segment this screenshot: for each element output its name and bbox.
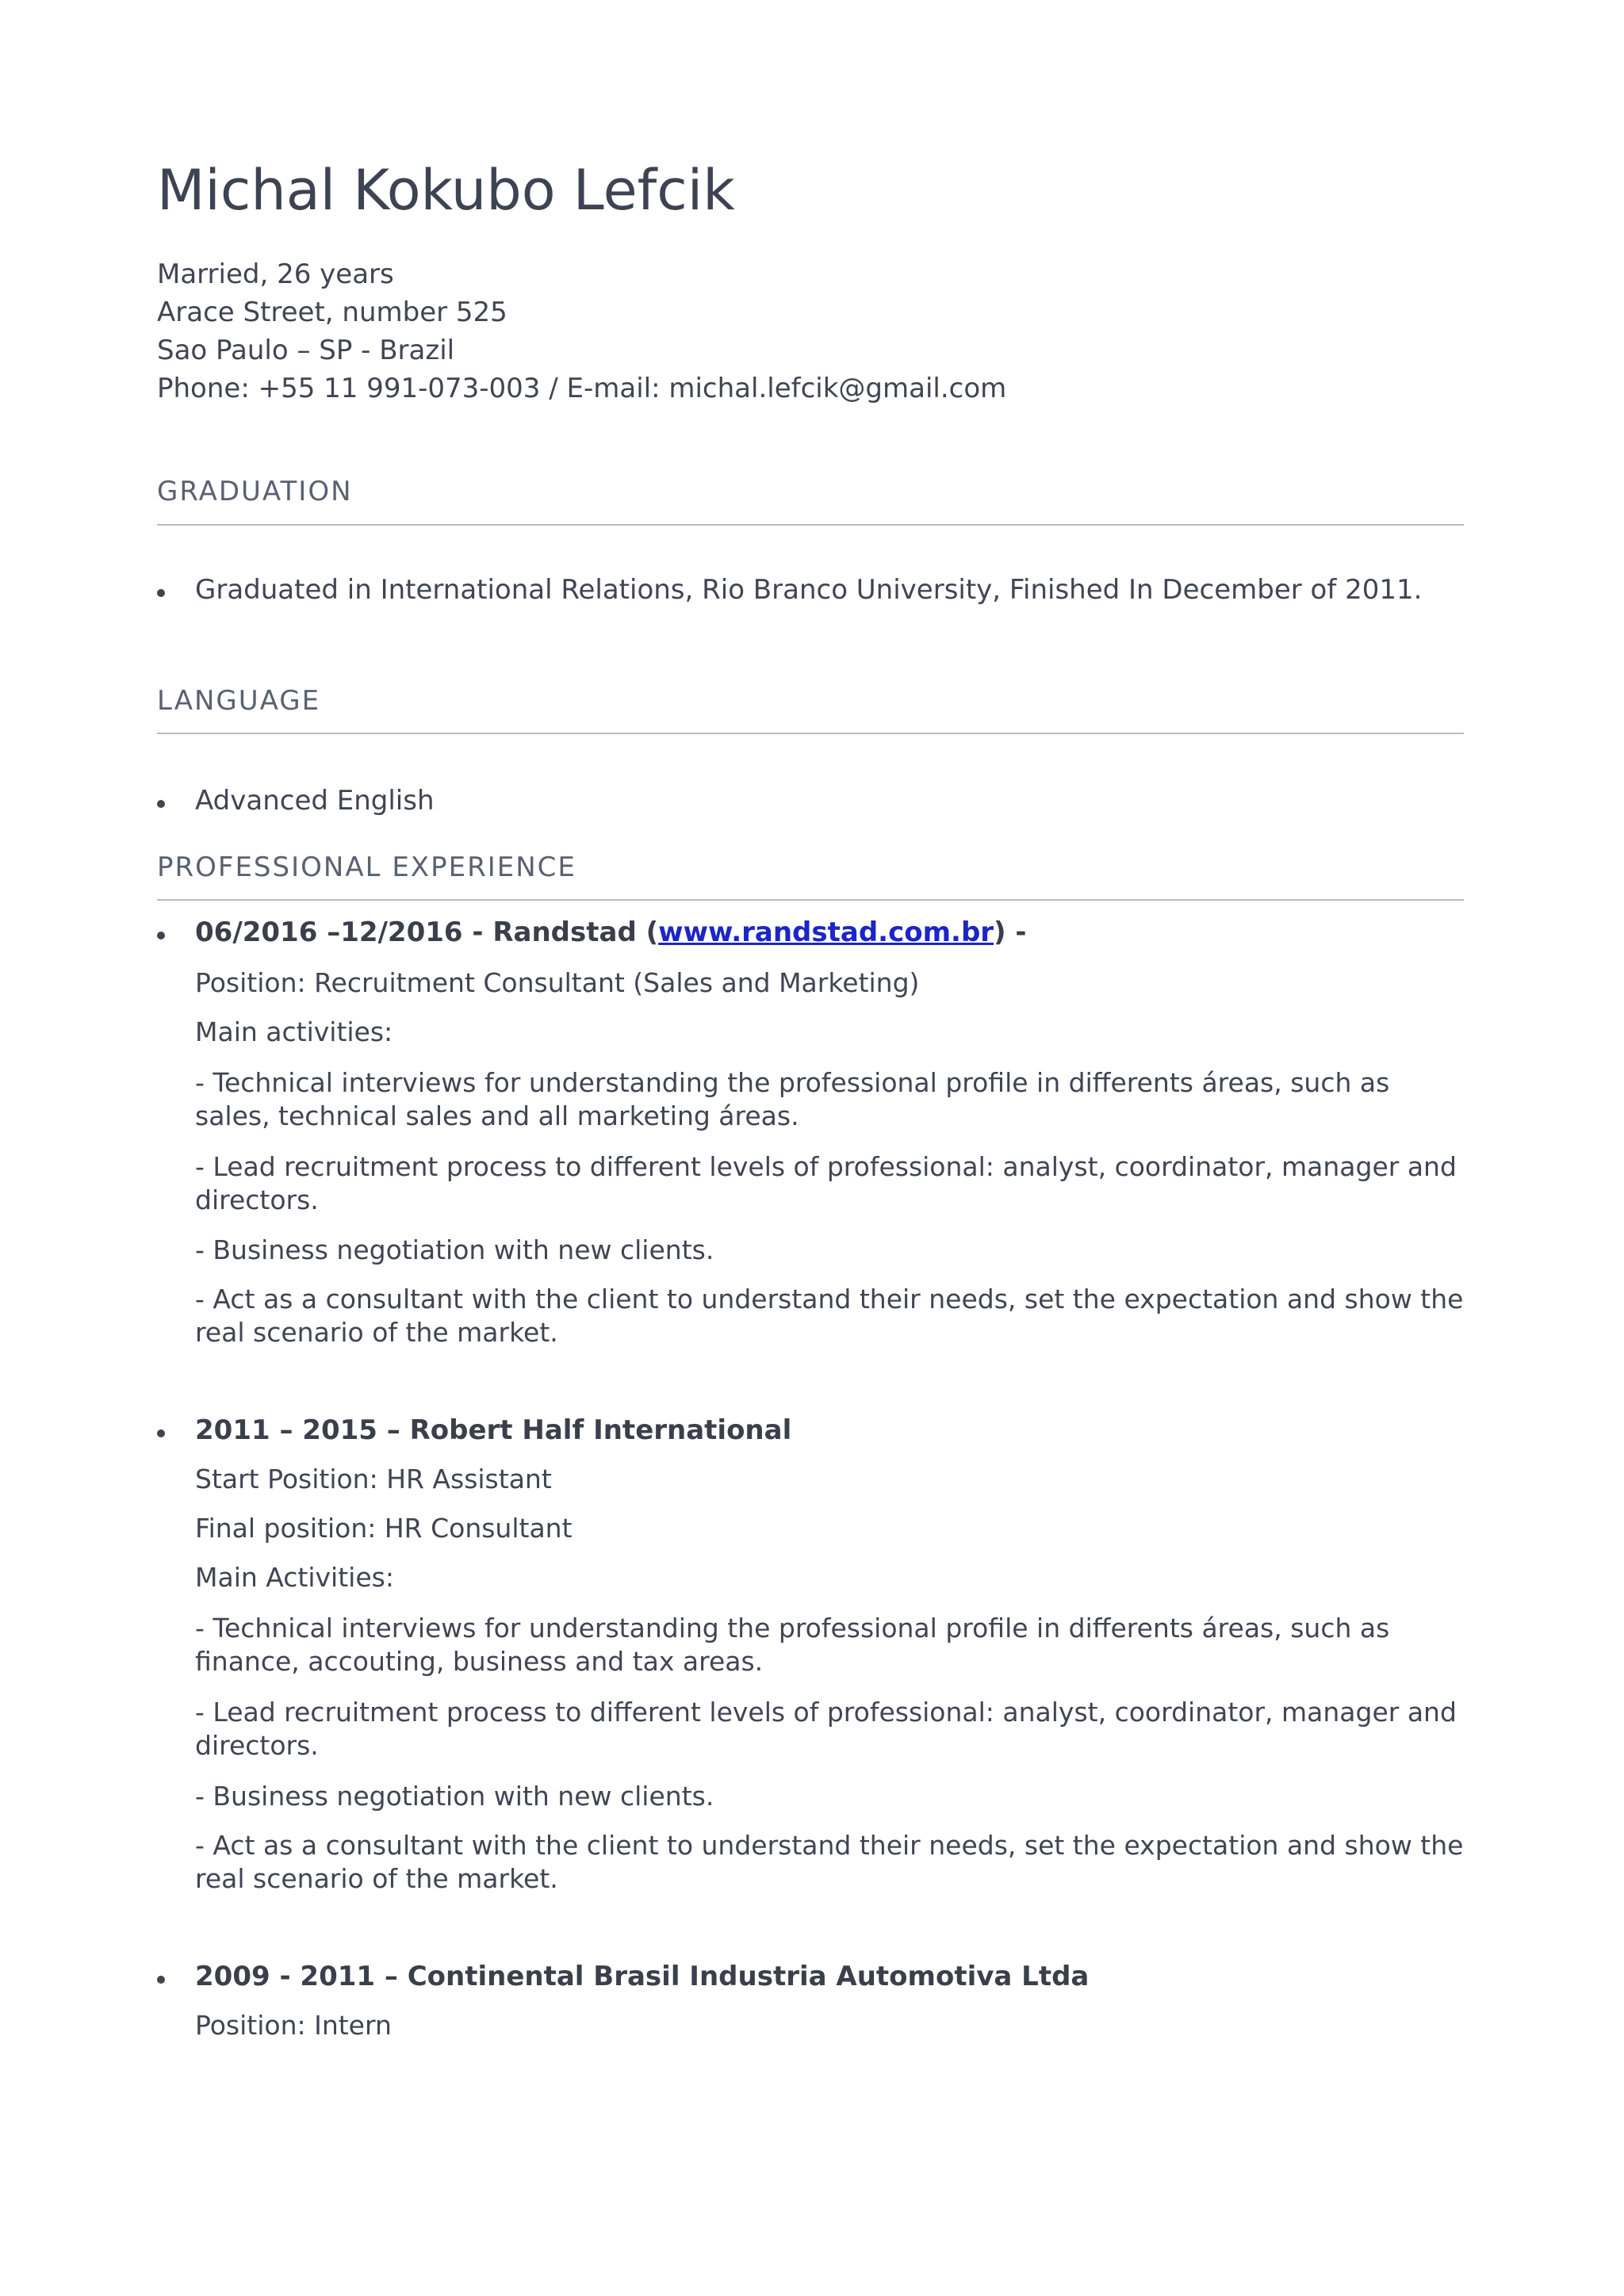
bullet-icon: [157, 1976, 165, 1984]
main-activities-label: Main Activities:: [195, 1562, 394, 1593]
job-position: Position: Recruitment Consultant (Sales and Marketing): [195, 967, 920, 998]
activity-item: - Act as a consultant with the client to understand their needs, set the expectation and show the real scenario of the market.: [195, 1284, 1464, 1348]
graduation-text: Graduated in International Relations, Rio Branco University, Finished In December of 2011.: [195, 574, 1423, 606]
graduation-item: [157, 574, 1465, 612]
bullet-icon: [157, 932, 165, 939]
company-website-link[interactable]: www.randstad.com.br: [658, 916, 994, 948]
activity-item: - Lead recruitment process to different levels of professional: analyst, coordinator, manager and directors.: [195, 1151, 1457, 1215]
phone-email: Phone: +55 11 991-073-003 / E-mail: michal.lefcik@gmail.com: [157, 373, 1007, 404]
activity-item: - Technical interviews for understanding the professional profile in differents áreas, such as finance, accouting, business and tax areas.: [195, 1613, 1390, 1677]
activity-item: - Act as a consultant with the client to understand their needs, set the expectation and show the real scenario of the market.: [195, 1830, 1464, 1894]
main-activities-label: Main activities:: [195, 1016, 393, 1047]
section-title-graduation: GRADUATION: [157, 476, 353, 507]
language-item: [157, 785, 1465, 823]
contact-block: [157, 255, 1006, 408]
activity-item: - Business negotiation with new clients.: [195, 1234, 714, 1265]
section-divider: [157, 524, 1464, 526]
activity-item: - Lead recruitment process to different levels of professional: analyst, coordinator, manager and directors.: [195, 1697, 1457, 1761]
bullet-icon: [157, 800, 165, 808]
job-position: Position: Intern: [195, 2010, 392, 2041]
section-title-language: LANGUAGE: [157, 685, 321, 717]
section-divider: [157, 733, 1464, 734]
job-heading-randstad: [195, 916, 1027, 948]
job-heading-continental: 2009 - 2011 – Continental Brasil Industria Automotiva Ltda: [195, 1961, 1090, 1992]
activity-item: - Technical interviews for understanding the professional profile in differents áreas, such as sales, technical sales and all marketing áreas.: [195, 1067, 1390, 1131]
final-position: Final position: HR Consultant: [195, 1513, 573, 1544]
start-position: Start Position: HR Assistant: [195, 1464, 552, 1494]
city-address: Sao Paulo – SP - Brazil: [157, 335, 455, 366]
bullet-icon: [157, 589, 165, 597]
candidate-name: Michal Kokubo Lefcik: [157, 158, 735, 223]
language-text: Advanced English: [195, 785, 435, 817]
job-heading-suffix: ) -: [994, 916, 1027, 948]
job-heading-text: 06/2016 –12/2016 - Randstad (: [195, 916, 659, 948]
section-divider: [157, 899, 1464, 901]
bullet-icon: [157, 1429, 165, 1437]
job-heading-robert-half: 2011 – 2015 – Robert Half International: [195, 1414, 792, 1446]
activity-item: - Business negotiation with new clients.: [195, 1781, 714, 1812]
marital-status: Married, 26 years: [157, 258, 394, 290]
street-address: Arace Street, number 525: [157, 297, 508, 328]
section-title-experience: PROFESSIONAL EXPERIENCE: [157, 851, 576, 883]
